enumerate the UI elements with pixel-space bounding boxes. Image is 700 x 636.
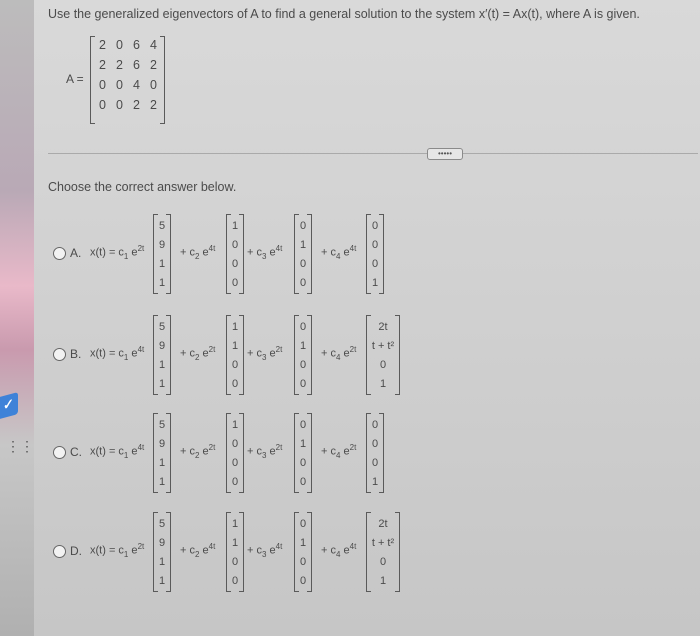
matrix-cell: 0 <box>150 78 157 92</box>
vector-entry: 5 <box>158 321 166 333</box>
expand-more-button[interactable]: ••••• <box>427 148 463 160</box>
vector-entry: 0 <box>299 378 307 390</box>
answer-prompt: Choose the correct answer below. <box>48 180 237 194</box>
vector-entry: 5 <box>158 419 166 431</box>
vector-entry: 0 <box>299 277 307 289</box>
option-vector <box>366 413 384 493</box>
vector-entry: 9 <box>158 340 166 352</box>
section-divider <box>48 153 698 154</box>
vector-entry: 0 <box>231 556 239 568</box>
option-c-radio[interactable] <box>53 446 66 459</box>
option-term: + $c_2$ $e^{4t}$ <box>180 244 216 261</box>
matrix-cell: 4 <box>133 78 140 92</box>
question-sheet <box>34 0 700 636</box>
vector-entry: 0 <box>299 556 307 568</box>
vector-entry: 0 <box>231 575 239 587</box>
vector-entry: 0 <box>231 438 239 450</box>
option-term: + $c_4$ $e^{2t}$ <box>321 345 357 362</box>
vector-entry: 2t <box>378 518 388 530</box>
vector-entry: 0 <box>231 457 239 469</box>
matrix-cell: 2 <box>133 98 140 112</box>
option-term: + $c_2$ $e^{4t}$ <box>180 542 216 559</box>
vector-entry: 0 <box>299 359 307 371</box>
vector-entry: 1 <box>158 556 166 568</box>
matrix-label: A = <box>66 72 84 86</box>
vector-entry: 1 <box>231 340 239 352</box>
vector-entry: 1 <box>299 239 307 251</box>
drag-handle-icon[interactable]: ⋮⋮ <box>6 438 34 454</box>
matrix-cell: 0 <box>99 78 106 92</box>
vector-entry: 1 <box>158 277 166 289</box>
vector-entry: 1 <box>158 575 166 587</box>
matrix-cell: 6 <box>133 38 140 52</box>
matrix-right-bracket <box>160 36 165 124</box>
vector-entry: 9 <box>158 537 166 549</box>
vector-entry: 0 <box>299 220 307 232</box>
vector-entry: 1 <box>158 378 166 390</box>
option-vector <box>366 512 400 592</box>
vector-entry: 1 <box>299 438 307 450</box>
vector-entry: 1 <box>299 537 307 549</box>
matrix-cell: 2 <box>99 38 106 52</box>
vector-entry: 1 <box>379 575 387 587</box>
option-term: + $c_3$ $e^{2t}$ <box>247 443 283 460</box>
option-vector <box>294 315 312 395</box>
option-term: + $c_4$ $e^{4t}$ <box>321 542 357 559</box>
vector-entry: 0 <box>299 518 307 530</box>
option-term: $x(t) = c_1$ $e^{4t}$ <box>90 443 145 460</box>
option-d-radio[interactable] <box>53 545 66 558</box>
vector-entry: 0 <box>371 258 379 270</box>
vector-entry: 1 <box>379 378 387 390</box>
option-term: + $c_2$ $e^{2t}$ <box>180 345 216 362</box>
vector-entry: 1 <box>231 321 239 333</box>
matrix-cell: 6 <box>133 58 140 72</box>
matrix-cell: 0 <box>99 98 106 112</box>
matrix-cell: 2 <box>116 58 123 72</box>
option-letter: C. <box>70 445 82 459</box>
vector-entry: 5 <box>158 220 166 232</box>
vector-entry: 0 <box>371 419 379 431</box>
vector-entry: 9 <box>158 438 166 450</box>
matrix-a <box>94 38 162 112</box>
option-vector <box>226 214 244 294</box>
vector-entry: 0 <box>231 476 239 488</box>
option-b-radio[interactable] <box>53 348 66 361</box>
checkmark-icon: ✓ <box>0 392 18 420</box>
vector-entry: 0 <box>371 457 379 469</box>
vector-entry: 0 <box>231 359 239 371</box>
vector-entry: 1 <box>299 340 307 352</box>
vector-entry: 1 <box>371 476 379 488</box>
vector-entry: 1 <box>158 457 166 469</box>
option-letter: D. <box>70 544 82 558</box>
vector-entry: 1 <box>231 419 239 431</box>
vector-entry: 0 <box>299 321 307 333</box>
option-vector <box>153 413 171 493</box>
question-text: Use the generalized eigenvectors of A to find a general solution to the system x′(t) = Ax(t), where A is given. <box>48 7 640 21</box>
option-term: + $c_3$ $e^{4t}$ <box>247 542 283 559</box>
option-term: + $c_3$ $e^{2t}$ <box>247 345 283 362</box>
vector-entry: 1 <box>158 359 166 371</box>
vector-entry: 0 <box>299 575 307 587</box>
vector-entry: 0 <box>371 220 379 232</box>
vector-entry: 0 <box>299 476 307 488</box>
option-vector <box>294 214 312 294</box>
option-letter: A. <box>70 246 82 260</box>
matrix-cell: 0 <box>116 98 123 112</box>
vector-entry: 0 <box>371 438 379 450</box>
vector-entry: 0 <box>231 258 239 270</box>
matrix-cell: 2 <box>150 98 157 112</box>
option-vector <box>153 512 171 592</box>
vector-entry: 0 <box>299 258 307 270</box>
option-vector <box>294 413 312 493</box>
option-term: + $c_3$ $e^{4t}$ <box>247 244 283 261</box>
matrix-cell: 4 <box>150 38 157 52</box>
vector-entry: 2t <box>378 321 388 333</box>
vector-entry: 0 <box>371 239 379 251</box>
vector-entry: 5 <box>158 518 166 530</box>
option-term: + $c_4$ $e^{2t}$ <box>321 443 357 460</box>
option-letter: B. <box>70 347 82 361</box>
option-term: $x(t) = c_1$ $e^{4t}$ <box>90 345 145 362</box>
vector-entry: 0 <box>299 419 307 431</box>
matrix-cell: 0 <box>116 78 123 92</box>
vector-entry: 0 <box>379 359 387 371</box>
vector-entry: 1 <box>371 277 379 289</box>
option-vector <box>153 315 171 395</box>
option-vector <box>366 214 384 294</box>
option-term: + $c_4$ $e^{4t}$ <box>321 244 357 261</box>
matrix-cell: 2 <box>99 58 106 72</box>
vector-entry: t + t² <box>371 340 395 352</box>
vector-entry: 1 <box>231 518 239 530</box>
option-vector <box>226 413 244 493</box>
option-vector <box>226 315 244 395</box>
option-a-radio[interactable] <box>53 247 66 260</box>
vector-entry: 9 <box>158 239 166 251</box>
vector-entry: 0 <box>231 239 239 251</box>
vector-entry: 1 <box>158 476 166 488</box>
vector-entry: 0 <box>299 457 307 469</box>
vector-entry: 1 <box>231 537 239 549</box>
left-background-strip <box>0 0 34 636</box>
option-term: + $c_2$ $e^{2t}$ <box>180 443 216 460</box>
vector-entry: t + t² <box>371 537 395 549</box>
option-term: $x(t) = c_1$ $e^{2t}$ <box>90 542 145 559</box>
vector-entry: 0 <box>231 277 239 289</box>
vector-entry: 1 <box>158 258 166 270</box>
option-vector <box>366 315 400 395</box>
matrix-cell: 2 <box>150 58 157 72</box>
vector-entry: 1 <box>231 220 239 232</box>
vector-entry: 0 <box>231 378 239 390</box>
vector-entry: 0 <box>379 556 387 568</box>
option-vector <box>294 512 312 592</box>
matrix-cell: 0 <box>116 38 123 52</box>
option-vector <box>226 512 244 592</box>
option-vector <box>153 214 171 294</box>
option-term: $x(t) = c_1$ $e^{2t}$ <box>90 244 145 261</box>
